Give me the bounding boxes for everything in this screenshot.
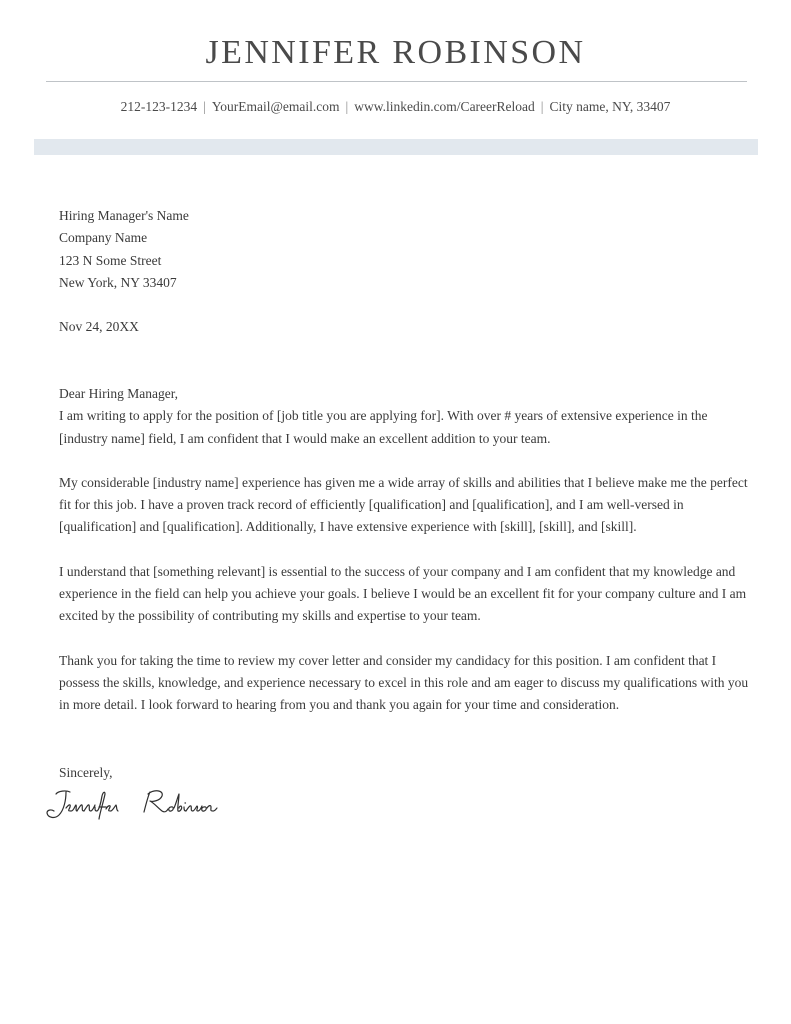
decorative-band [34, 139, 758, 155]
closing: Sincerely, [59, 765, 113, 780]
phone-number: 212-123-1234 [120, 99, 198, 114]
salutation: Dear Hiring Manager, [59, 386, 179, 401]
applicant-name: JENNIFER ROBINSON [205, 34, 586, 71]
recipient-street: 123 N Some Street [59, 252, 162, 268]
contact-separator: | [345, 99, 349, 114]
contact-line [0, 99, 791, 115]
handwritten-signature [44, 786, 244, 826]
recipient-city: New York, NY 33407 [59, 274, 177, 290]
linkedin-url: www.linkedin.com/CareerReload [354, 99, 535, 114]
letter-body [59, 383, 749, 717]
header-divider [46, 81, 747, 82]
letter-date: Nov 24, 20XX [59, 319, 139, 334]
contact-separator: | [203, 99, 206, 114]
recipient-name: Hiring Manager's Name [59, 208, 189, 223]
letter-paragraph: My considerable [industry name] experience has given me a wide array of skills and abilities that I believe make me the perfect fit for this job. I have a proven track record of efficiently [qualification] and [qualification], and I am well-versed in [qualification] and [qualification]. Additionally, I have extensive experience with [skill], [skill], and [skill]. [59, 474, 748, 535]
letter-paragraph: Thank you for taking the time to review my cover letter and consider my candidacy for this position. I am confident that I possess the skills, knowledge, and experience necessary to excel in this role and am eager to discuss my qualifications with you in more detail. I look forward to hearing from you and thank you again for your time and consideration. [59, 652, 749, 713]
recipient-company: Company Name [59, 230, 148, 246]
letter-paragraph: I understand that [something relevant] is essential to the success of your company and I am confident that my knowledge and experience in the field can help you achieve your goals. I believe I would be an excellent fit for your company culture and I am excited by the possibility of contributing my skills and expertise to your team. [59, 563, 747, 624]
contact-separator: | [540, 99, 544, 114]
recipient-address [59, 205, 749, 294]
location: City name, NY, 33407 [549, 99, 671, 114]
email-address: YourEmail@email.com [211, 99, 340, 114]
letter-paragraph: I am writing to apply for the position of [job title you are applying for]. With over # years of extensive experience in the [industry name] field, I am confident that I would make an excellent addition to your team. [59, 408, 708, 446]
